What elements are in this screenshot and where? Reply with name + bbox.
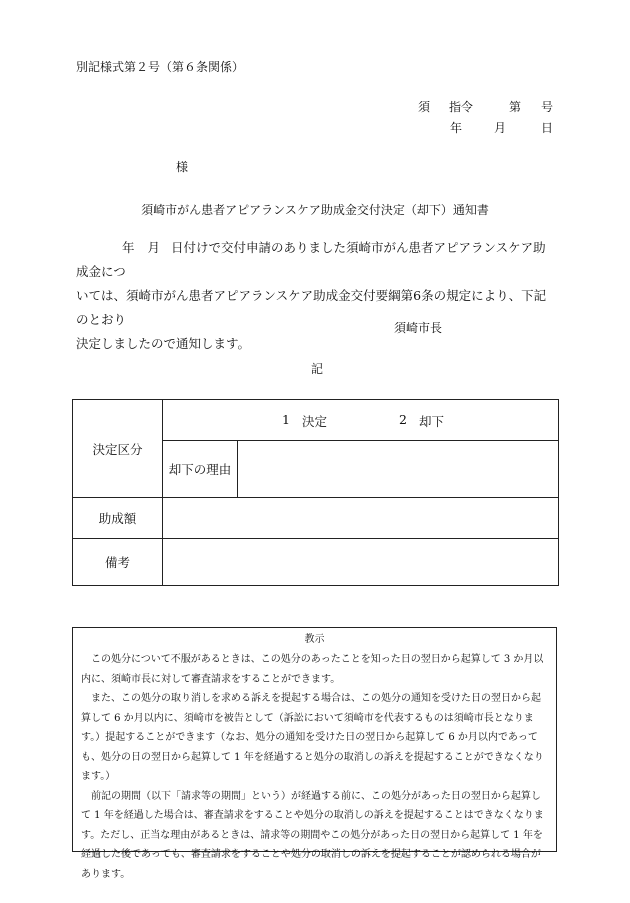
issue-dai: 第 — [509, 100, 522, 114]
notice-paragraph: この処分について不服があるときは、この処分のあったことを知った日の翌日から起算して 3 か月以内に、須崎市長に対して審査請求をすることができます。 — [81, 654, 544, 685]
issue-go: 号 — [541, 100, 554, 114]
reason-label: 却下の理由 — [163, 441, 238, 498]
body-date-month: 月 — [147, 240, 161, 255]
decision-row — [73, 400, 559, 441]
amount-row — [73, 498, 559, 539]
option-1-number: 1 — [282, 412, 290, 427]
remarks-label: 備考 — [73, 539, 163, 586]
body-date-year: 年 — [122, 240, 135, 255]
body-line-1 — [76, 236, 558, 284]
notice-paragraph: 前記の期間（以下「請求等の期間」という）が経過する前に、この処分があった日の翌日から起算して 1 年を経過した場合は、審査請求をすることや処分の取消しの訴えを提起することはできなくなります。ただし、正当な理由があるときは、請求等の期間やこの処分があった日の翌日から起算して 1 年を経過した後であっても、審査請求をすることや処分の取消しの訴えを提起することが認められる場合があります。 — [81, 790, 544, 880]
issuer-name: 須崎市長 — [394, 321, 443, 335]
option-2-number: 2 — [399, 412, 407, 427]
body-line-3: 決定しましたので通知します。 — [76, 336, 251, 351]
ki-heading: 記 — [311, 362, 324, 376]
form-number: 別記様式第２号（第６条関係） — [76, 60, 245, 74]
body-text — [76, 236, 558, 356]
remarks-row — [73, 539, 559, 586]
addressee-suffix: 様 — [176, 160, 189, 174]
notice-paragraph: また、この処分の取り消しを求める訴えを提起する場合は、この処分の通知を受けた日の翌日から起算して 6 か月以内に、須崎市を被告として（訴訟において須崎市を代表するものは須崎市長となります。）提起することができます（なお、処分の通知を受けた日の翌日から起算して 6 か月以内であっても、処分の日の翌日から起算して 1 年を経過すると処分の取消しの訴えを提起することができなくなります。） — [81, 693, 544, 782]
amount-value — [163, 498, 559, 539]
decision-options — [163, 400, 559, 441]
issue-number-line — [418, 98, 558, 114]
option-1-label: 決定 — [302, 414, 328, 429]
body-line-1-text: 日付けで交付申請のありました須崎市がん患者アピアランスケア助成金につ — [76, 240, 546, 279]
decision-table — [72, 399, 559, 586]
notice-title: 教示 — [304, 634, 325, 645]
decision-label: 決定区分 — [73, 400, 163, 498]
body-line-2: いては、須崎市がん患者アピアランスケア助成金交付要綱第6条の規定により、下記のとおり — [76, 288, 547, 327]
issue-day: 日 — [541, 121, 554, 135]
issue-date-line — [450, 119, 560, 135]
document-title: 須崎市がん患者アピアランスケア助成金交付決定（却下）通知書 — [141, 203, 489, 217]
appeal-notice-box — [72, 627, 557, 880]
option-2-label: 却下 — [419, 414, 445, 429]
issue-directive: 指令 — [449, 100, 474, 114]
reason-value — [238, 441, 559, 498]
remarks-value — [163, 539, 559, 586]
issue-month: 月 — [494, 121, 507, 135]
amount-label: 助成額 — [73, 498, 163, 539]
issue-year: 年 — [450, 121, 463, 135]
issue-prefix: 須 — [418, 100, 431, 114]
